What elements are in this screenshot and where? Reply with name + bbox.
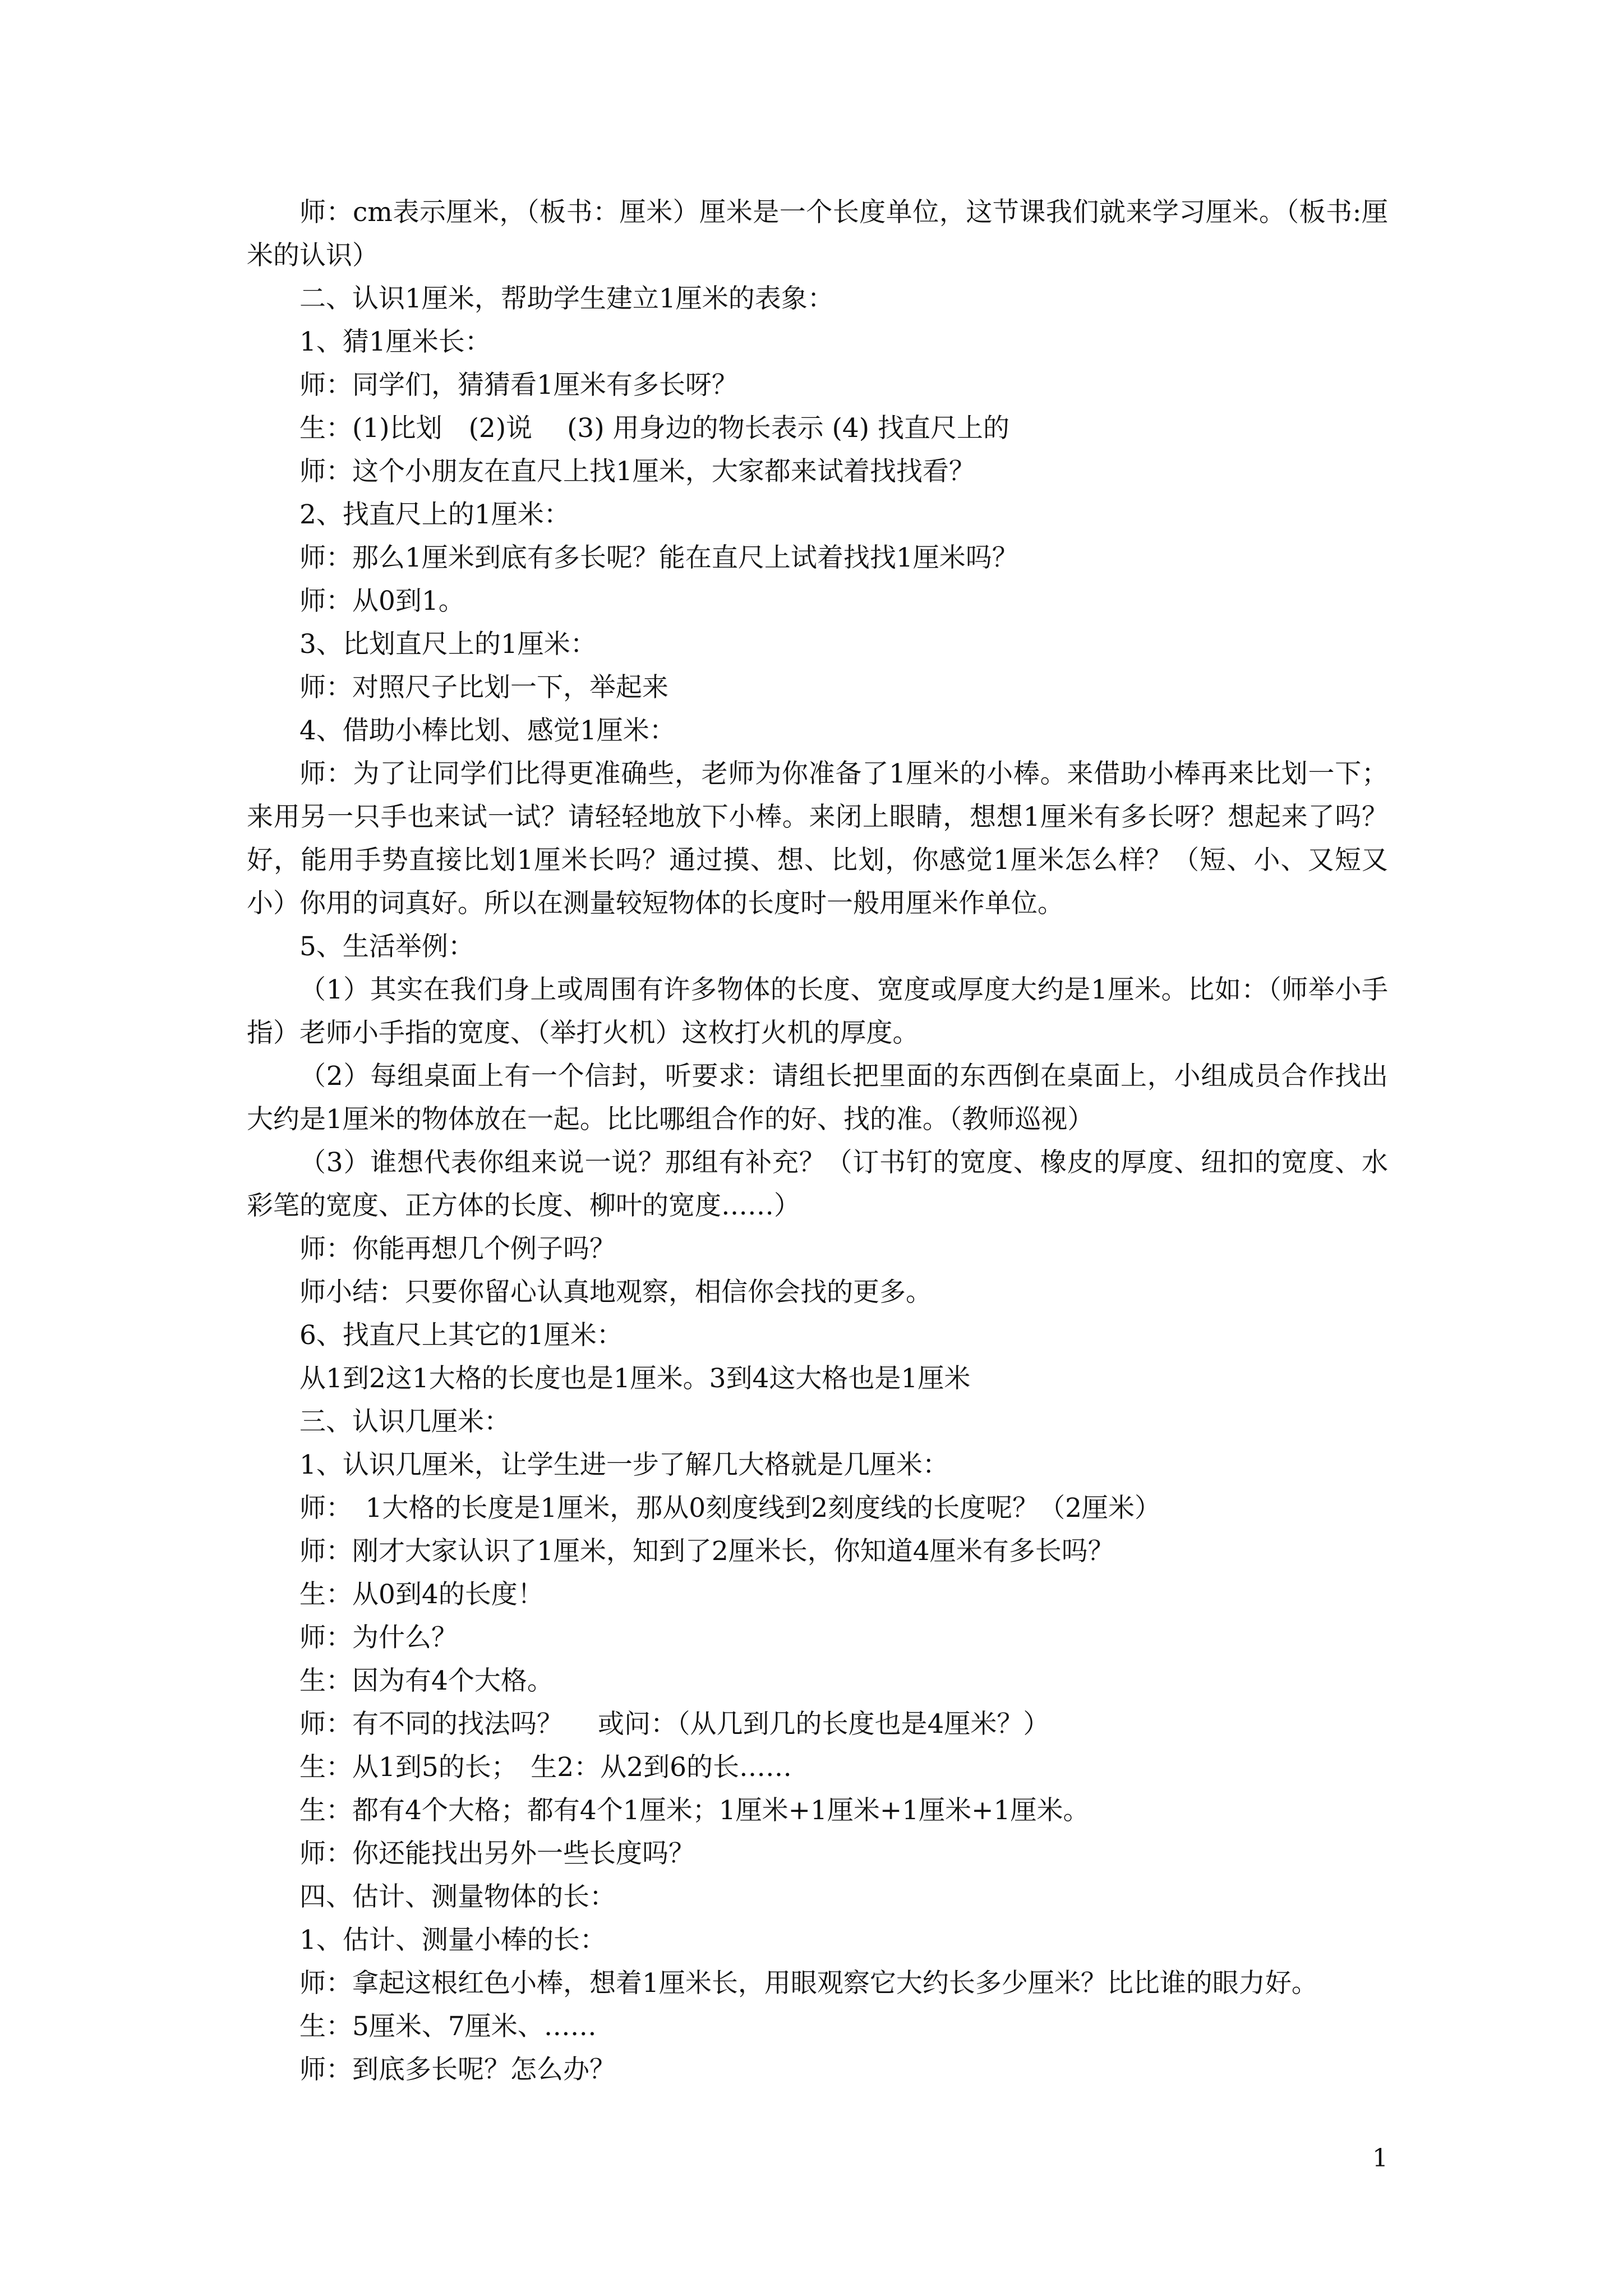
paragraph: 师：有不同的找法吗？ 或问：（从几到几的长度也是4厘米？） [299,1709,1050,1740]
paragraph: 师：刚才大家认识了1厘米，知到了2厘米长，你知道4厘米有多长吗？ [299,1536,1114,1567]
paragraph: 生：从0到4的长度！ [299,1579,544,1610]
section-heading: 二、认识1厘米，帮助学生建立1厘米的表象： [299,283,834,314]
paragraph: 生：因为有4个大格。 [299,1665,554,1696]
subsection-heading: 4、借助小棒比划、感觉1厘米： [299,715,676,746]
paragraph: 生：从1到5的长； 生2：从2到6的长…… [299,1752,792,1783]
paragraph: 师：你能再想几个例子吗？ [299,1234,616,1264]
section-heading: 四、估计、测量物体的长： [299,1881,616,1912]
paragraph: 生：(1)比划 (2)说 (3) 用身边的物长表示 (4) 找直尺上的 [299,413,1010,444]
paragraph: 师：你还能找出另外一些长度吗？ [299,1838,695,1869]
paragraph: 师：为了让同学们比得更准确些，老师为你准备了1厘米的小棒。来借助小棒再来比划一下；来用另一只手也来试一试？请轻轻地放下小棒。来闭上眼睛，想想1厘米有多长呀？想起来了吗？好，能用手势直接比划1厘米长吗？通过摸、想、比划，你感觉1厘米怎么样？（短、小、又短又小）你用的词真好。所以在测量较短物体的长度时一般用厘米作单位。 [247,758,1388,919]
subsection-heading: 2、找直尺上的1厘米： [299,499,570,530]
paragraph: 师： 1大格的长度是1厘米，那从0刻度线到2刻度线的长度呢？（2厘米） [299,1493,1161,1524]
paragraph: 师：同学们，猜猜看1厘米有多长呀？ [299,370,738,401]
paragraph: 师：这个小朋友在直尺上找1厘米，大家都来试着找找看？ [299,456,975,487]
subsection-heading: 6、找直尺上其它的1厘米： [299,1320,623,1351]
paragraph: 师：cm表示厘米，（板书：厘米）厘米是一个长度单位，这节课我们就来学习厘米。（板书:厘米的认识） [247,197,1388,271]
paragraph: 师：为什么？ [299,1622,458,1653]
paragraph: （1）其实在我们身上或周围有许多物体的长度、宽度或厚度大约是1厘米。比如：（师举小手指）老师小手指的宽度、（举打火机）这枚打火机的厚度。 [247,974,1388,1048]
paragraph: （3）谁想代表你组来说一说？那组有补充？（订书钉的宽度、橡皮的厚度、纽扣的宽度、水彩笔的宽度、正方体的长度、柳叶的宽度……） [247,1147,1388,1221]
subsection-heading: 3、比划直尺上的1厘米： [299,629,597,660]
paragraph: （2）每组桌面上有一个信封，听要求：请组长把里面的东西倒在桌面上，小组成员合作找出大约是1厘米的物体放在一起。比比哪组合作的好、找的准。（教师巡视） [247,1061,1388,1135]
subsection-heading: 1、估计、测量小棒的长： [299,1925,606,1955]
subsection-heading: 1、猜1厘米长： [299,326,491,357]
paragraph: 从1到2这1大格的长度也是1厘米。3到4这大格也是1厘米 [299,1363,971,1394]
paragraph: 师小结：只要你留心认真地观察，相信你会找的更多。 [299,1277,932,1308]
subsection-heading: 1、认识几厘米，让学生进一步了解几大格就是几厘米： [299,1450,949,1480]
paragraph: 师：到底多长呢？怎么办？ [299,2054,616,2085]
paragraph: 师：对照尺子比划一下，举起来 [299,672,668,703]
paragraph: 师：那么1厘米到底有多长呢？能在直尺上试着找找1厘米吗？ [299,542,1018,573]
paragraph: 师：从0到1。 [299,586,465,616]
page-number: 1 [1372,2144,1388,2173]
subsection-heading: 5、生活举例： [299,931,474,962]
paragraph: 师：拿起这根红色小棒，想着1厘米长，用眼观察它大约长多少厘米？比比谁的眼力好。 [299,1968,1318,1999]
document-body [247,191,1388,2091]
section-heading: 三、认识几厘米： [299,1406,510,1437]
paragraph: 生：5厘米、7厘米、…… [299,2011,597,2042]
paragraph: 生：都有4个大格；都有4个1厘米；1厘米+1厘米+1厘米+1厘米。 [299,1795,1090,1826]
